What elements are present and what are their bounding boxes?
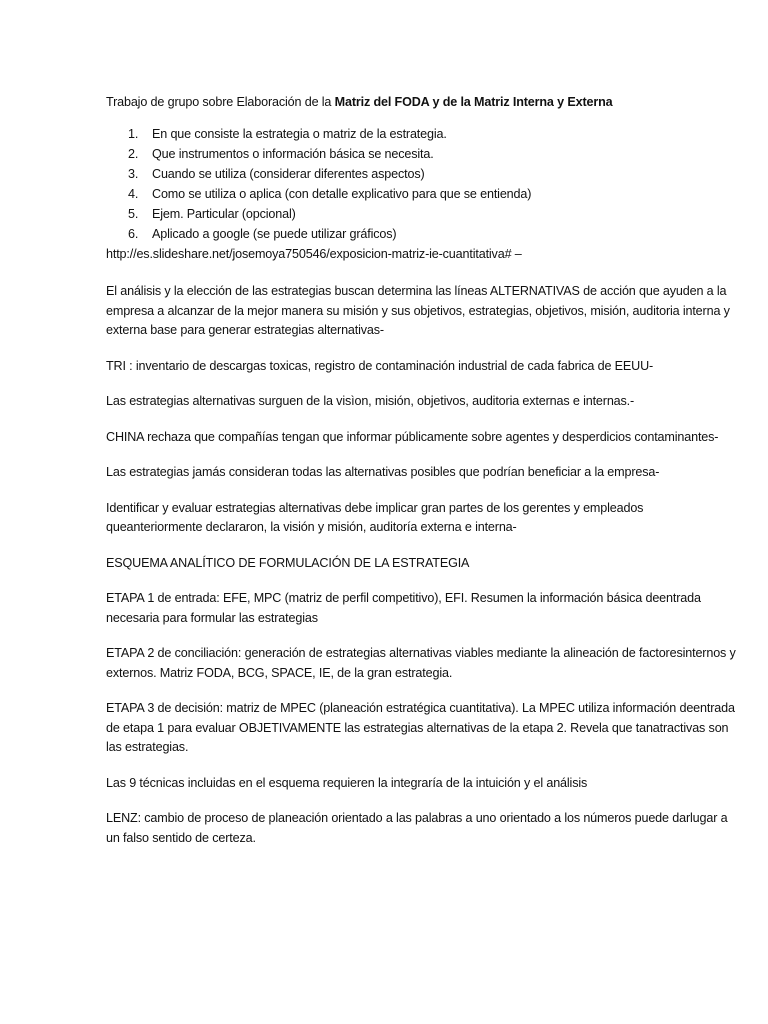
list-item-number: 1. xyxy=(128,126,139,141)
list-item xyxy=(106,164,736,184)
list-item-text: Aplicado a google (se puede utilizar gráficos) xyxy=(152,227,397,242)
list-item-number: 4. xyxy=(128,187,139,202)
paragraph-alternativas: El análisis y la elección de las estrategias buscan determina las líneas ALTERNATIVAS de acción que ayuden a la empresa a alcanzar de la mejor manera su misión y sus objetivos, estrategias, objetivos, misión, auditoria interna y externa base para generar estrategias alternativas- xyxy=(106,284,730,338)
document-title xyxy=(106,93,736,113)
list-item xyxy=(106,224,736,244)
paragraph-etapa-2: ETAPA 2 de conciliación: generación de estrategias alternativas viables mediante la alineación de factoresinternos y externos. Matriz FODA, BCG, SPACE, IE, de la gran estrategia. xyxy=(106,646,736,680)
list-item-text: Cuando se utiliza (considerar diferentes aspectos) xyxy=(152,166,425,181)
list-item-text: Que instrumentos o información básica se necesita. xyxy=(152,146,434,161)
list-item-text: En que consiste la estrategia o matriz de la estrategia. xyxy=(152,126,447,141)
paragraph-tecnicas: Las 9 técnicas incluidas en el esquema requieren la integraría de la intuición y el análisis xyxy=(106,775,588,790)
paragraph-lenz: LENZ: cambio de proceso de planeación orientado a las palabras a uno orientado a los números puede darlugar a un falso sentido de certeza. xyxy=(106,811,728,845)
list-item xyxy=(106,144,736,164)
paragraph-jamas: Las estrategias jamás consideran todas las alternativas posibles que podrían beneficiar a la empresa- xyxy=(106,465,660,480)
title-part-1: Trabajo de grupo sobre Elaboración de la xyxy=(106,95,335,109)
list-item-number: 3. xyxy=(128,166,139,181)
paragraph-etapa-3: ETAPA 3 de decisión: matriz de MPEC (planeación estratégica cuantitativa). La MPEC utiliza información deentrada de etapa 1 para evaluar OBJETIVAMENTE las estrategias alternativas de la etapa 2. Revela que tanatractivas son las estrategias. xyxy=(106,701,735,755)
paragraph-tri: TRI : inventario de descargas toxicas, registro de contaminación industrial de cada fabrica de EEUU- xyxy=(106,358,654,373)
list-item-text: Como se utiliza o aplica (con detalle explicativo para que se entienda) xyxy=(152,187,532,202)
section-heading-esquema: ESQUEMA ANALÍTICO DE FORMULACIÓN DE LA ESTRATEGIA xyxy=(106,555,470,570)
questions-list xyxy=(106,124,736,245)
list-item-number: 2. xyxy=(128,146,139,161)
list-item-number: 6. xyxy=(128,227,139,242)
list-item xyxy=(106,204,736,224)
paragraph-identificar: Identificar y evaluar estrategias alternativas debe implicar gran partes de los gerentes y empleados queanteriormente declararon, la visión y misión, auditoría externa e interna- xyxy=(106,500,644,535)
list-item xyxy=(106,184,736,204)
list-item xyxy=(106,124,736,144)
list-item-text: Ejem. Particular (opcional) xyxy=(152,207,296,222)
paragraph-etapa-1: ETAPA 1 de entrada: EFE, MPC (matriz de perfil competitivo), EFI. Resumen la información básica deentrada necesaria para formular las estrategias xyxy=(106,591,701,625)
paragraph-china: CHINA rechaza que compañías tengan que informar públicamente sobre agentes y desperdicios contaminantes- xyxy=(106,429,719,444)
document-page xyxy=(106,93,736,848)
source-url: http://es.slideshare.net/josemoya750546/exposicion-matriz-ie-cuantitativa# – xyxy=(106,246,522,261)
paragraph-surguen: Las estrategias alternativas surguen de la visìon, misión, objetivos, auditoria externas e internas.- xyxy=(106,394,635,409)
title-part-2-bold: Matriz del FODA y de la Matriz Interna y Externa xyxy=(334,95,613,109)
list-item-number: 5. xyxy=(128,207,139,222)
